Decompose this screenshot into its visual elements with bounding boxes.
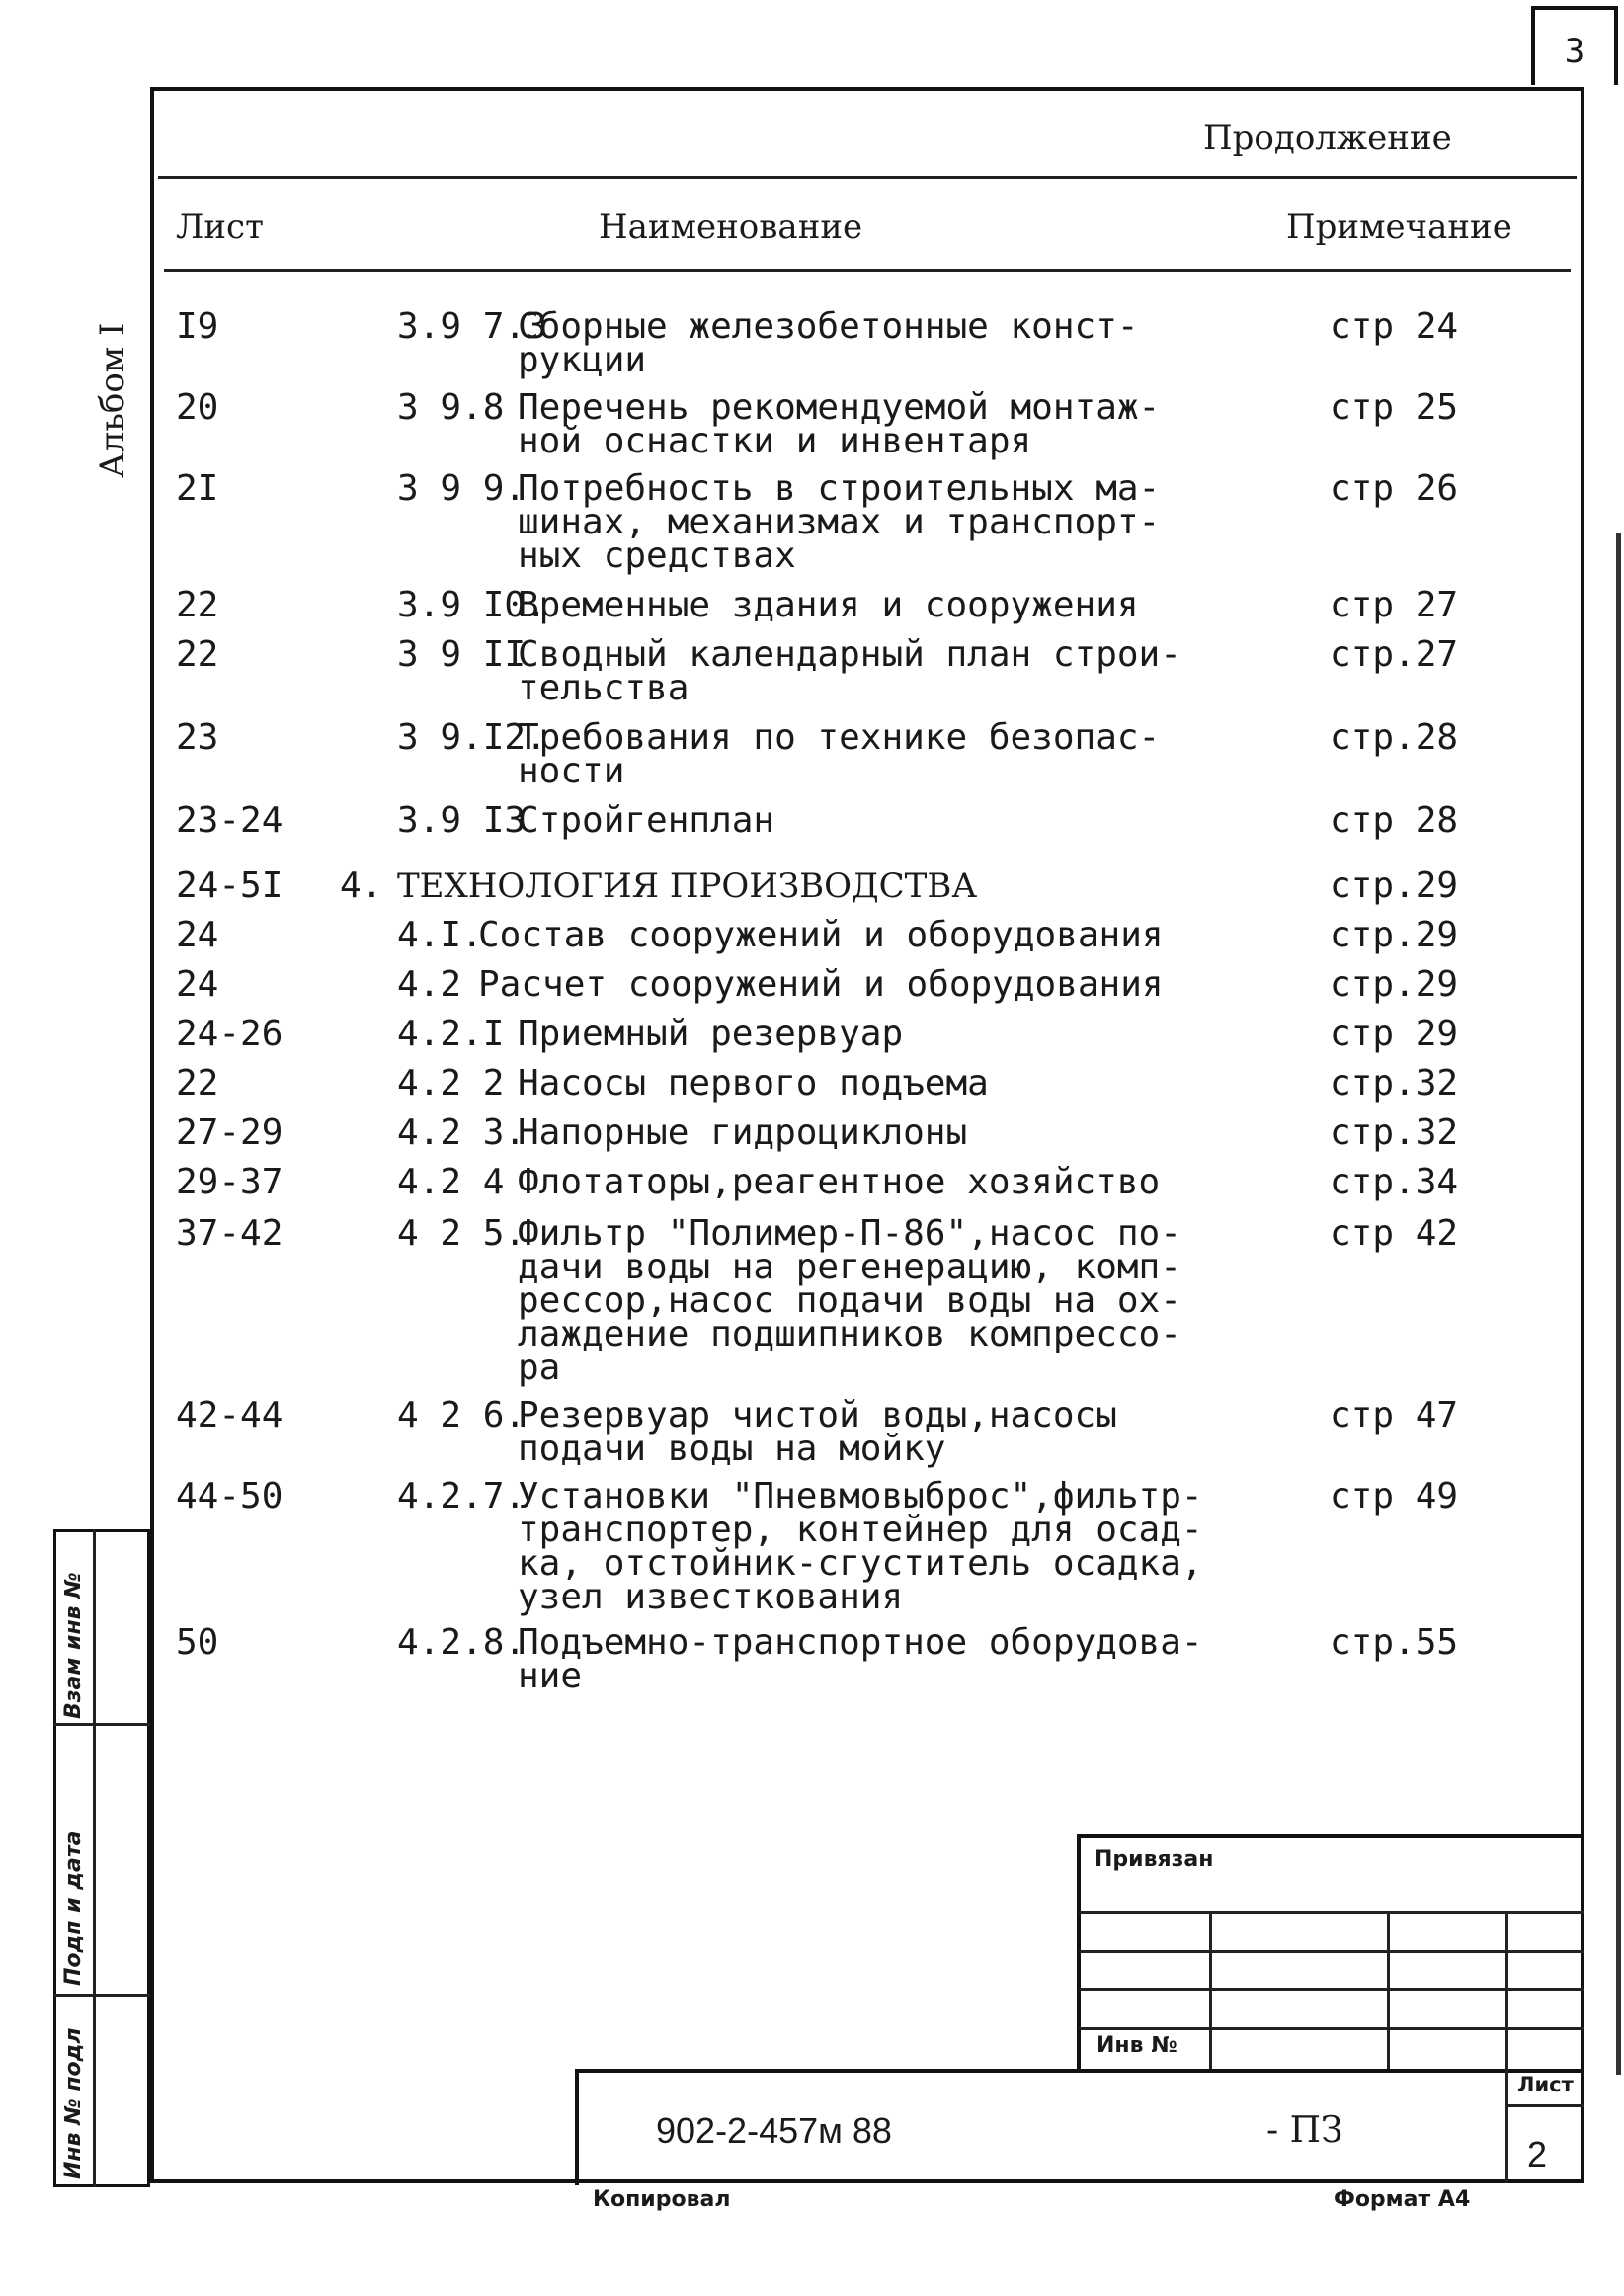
- row-number: 3.9 I0.: [397, 585, 547, 625]
- row-page-ref: стр 25: [1330, 387, 1459, 428]
- stamp-vzam-inv: Взам инв №: [61, 1572, 86, 1719]
- row-title-line: Приемный резервуар: [518, 1014, 904, 1054]
- row-sheet: 42-44: [176, 1395, 284, 1435]
- row-sheet: 37-42: [176, 1213, 284, 1254]
- row-number: 4.2 4: [397, 1162, 505, 1202]
- stamp-rule: [53, 1723, 150, 1726]
- row-title-line: ние: [518, 1656, 583, 1696]
- continuation-label: Продолжение: [1203, 119, 1452, 158]
- list-rule: [1505, 2104, 1584, 2107]
- block-col: [1505, 1911, 1508, 2069]
- row-sheet: 24: [176, 915, 219, 955]
- row-sheet: 44-50: [176, 1476, 284, 1517]
- row-sheet: 24-5I: [176, 865, 284, 906]
- row-sheet: 29-37: [176, 1162, 284, 1202]
- sheet-number: 2: [1527, 2134, 1548, 2174]
- row-number: 3 9 II: [397, 634, 527, 675]
- privyazan-label: Привязан: [1095, 1847, 1214, 1872]
- column-header-sheet: Лист: [176, 207, 264, 247]
- album-label: Альбом I: [93, 322, 132, 478]
- header-top-rule: [158, 176, 1577, 179]
- page-edge: [1616, 533, 1621, 2075]
- row-number: 3 9.8: [397, 387, 505, 428]
- row-page-ref: стр 42: [1330, 1213, 1459, 1254]
- row-page-ref: стр.32: [1330, 1063, 1459, 1104]
- document-code: 902-2-457м 88: [656, 2110, 892, 2151]
- row-title-line: Подъемно-транспортное оборудова-: [518, 1622, 1203, 1663]
- row-number: 3 9.I2.: [397, 717, 547, 758]
- row-title-line: Расчет сооружений и оборудования: [478, 964, 1164, 1005]
- row-title-line: ной оснастки и инвентаря: [518, 421, 1032, 461]
- row-page-ref: стр.34: [1330, 1162, 1459, 1202]
- row-number: 3.9 7.3: [397, 306, 547, 347]
- section-number: 4.: [340, 865, 383, 906]
- row-number: 4.2: [397, 964, 462, 1005]
- row-sheet: I9: [176, 306, 219, 347]
- document-type: - ПЗ: [1266, 2110, 1343, 2151]
- row-title-line: подачи воды на мойку: [518, 1429, 946, 1469]
- block-rule: [1079, 1950, 1584, 1953]
- row-title-line: Перечень рекомендуемой монтаж-: [518, 387, 1161, 428]
- row-title-line: лаждение подшипников компрессо-: [518, 1314, 1181, 1354]
- row-title-line: ра: [518, 1348, 561, 1388]
- row-sheet: 22: [176, 634, 219, 675]
- row-sheet: 23-24: [176, 800, 284, 841]
- row-sheet: 24-26: [176, 1014, 284, 1054]
- row-title-line: Резервуар чистой воды,насосы: [518, 1395, 1117, 1435]
- row-page-ref: стр.32: [1330, 1112, 1459, 1153]
- block-rule: [1079, 1988, 1584, 1991]
- row-page-ref: стр.28: [1330, 717, 1459, 758]
- row-page-ref: стр 28: [1330, 800, 1459, 841]
- header-bottom-rule: [164, 269, 1571, 272]
- row-sheet: 24: [176, 964, 219, 1005]
- row-page-ref: стр 29: [1330, 1014, 1459, 1054]
- stamp-divider: [93, 1529, 96, 2187]
- row-page-ref: стр.29: [1330, 865, 1459, 906]
- row-title-line: Насосы первого подъема: [518, 1063, 989, 1104]
- row-title-line: рукции: [518, 340, 647, 380]
- row-sheet: 2I: [176, 468, 219, 509]
- row-page-ref: стр.29: [1330, 964, 1459, 1005]
- stamp-podp-data: Подп и дата: [61, 1830, 86, 1986]
- row-title-line: Требования по технике безопас-: [518, 717, 1161, 758]
- row-title-line: ности: [518, 751, 625, 791]
- block-rule: [1079, 2027, 1584, 2030]
- row-title-line: Флотаторы,реагентное хозяйство: [518, 1162, 1161, 1202]
- block-col: [1387, 1911, 1390, 2069]
- row-title-line: узел известкования: [518, 1577, 904, 1617]
- row-sheet: 20: [176, 387, 219, 428]
- block-col: [1209, 1911, 1212, 2069]
- row-number: 4.2 2: [397, 1063, 505, 1104]
- format-label: Формат А4: [1334, 2187, 1471, 2212]
- row-page-ref: стр 24: [1330, 306, 1459, 347]
- row-sheet: 22: [176, 1063, 219, 1104]
- row-title-line: рессор,насос подачи воды на ох-: [518, 1280, 1181, 1321]
- list-divider: [1505, 2069, 1508, 2183]
- row-number: 4.2.I: [397, 1014, 505, 1054]
- stamp-inv-podl: Инв № подл: [61, 2027, 86, 2179]
- row-title-line: Стройгенплан: [518, 800, 775, 841]
- row-page-ref: стр.29: [1330, 915, 1459, 955]
- row-title-line: Фильтр "Полимер-П-86",насос по-: [518, 1213, 1181, 1254]
- row-title-line: Потребность в строительных ма-: [518, 468, 1161, 509]
- row-title-line: Сводный календарный план строи-: [518, 634, 1181, 675]
- row-number: 4.I.: [397, 915, 483, 955]
- row-number: 4.2.7.: [397, 1476, 527, 1517]
- row-title-line: ка, отстойник-сгуститель осадка,: [518, 1543, 1203, 1584]
- row-title-line: шинах, механизмах и транспорт-: [518, 502, 1161, 542]
- row-number: 4 2 6.: [397, 1395, 527, 1435]
- copied-label: Копировал: [593, 2187, 731, 2212]
- row-page-ref: стр 26: [1330, 468, 1459, 509]
- row-title-line: Установки "Пневмовыброс",фильтр-: [518, 1476, 1203, 1517]
- row-title-line: Временные здания и сооружения: [518, 585, 1139, 625]
- row-sheet: 27-29: [176, 1112, 284, 1153]
- stamp-rule: [53, 1994, 150, 1997]
- row-page-ref: стр 47: [1330, 1395, 1459, 1435]
- row-title-line: Состав сооружений и оборудования: [478, 915, 1164, 955]
- row-sheet: 50: [176, 1622, 219, 1663]
- row-number: 4 2 5.: [397, 1213, 527, 1254]
- inv-no-label: Инв №: [1096, 2033, 1177, 2058]
- row-page-ref: стр 49: [1330, 1476, 1459, 1517]
- block-rule: [1079, 1911, 1584, 1914]
- row-sheet: 23: [176, 717, 219, 758]
- row-number: 4.2.8.: [397, 1622, 527, 1663]
- row-title-line: транспортер, контейнер для осад-: [518, 1510, 1203, 1550]
- row-page-ref: стр 27: [1330, 585, 1459, 625]
- row-number: 4.2 3.: [397, 1112, 527, 1153]
- row-title-line: тельства: [518, 668, 690, 708]
- column-header-name: Наименование: [599, 207, 863, 247]
- row-page-ref: стр.27: [1330, 634, 1459, 675]
- row-title-line: дачи воды на регенерацию, комп-: [518, 1247, 1181, 1287]
- row-sheet: 22: [176, 585, 219, 625]
- row-title-line: Сборные железобетонные конст-: [518, 306, 1139, 347]
- row-title-line: ных средствах: [518, 535, 796, 576]
- list-label: Лист: [1517, 2073, 1574, 2096]
- row-page-ref: стр.55: [1330, 1622, 1459, 1663]
- section-title: ТЕХНОЛОГИЯ ПРОИЗВОДСТВА: [397, 866, 978, 906]
- row-number: 3 9 9.: [397, 468, 527, 509]
- column-header-note: Примечание: [1286, 207, 1512, 247]
- page-number: 3: [1531, 6, 1618, 85]
- row-number: 3.9 I3: [397, 800, 527, 841]
- row-title-line: Напорные гидроциклоны: [518, 1112, 968, 1153]
